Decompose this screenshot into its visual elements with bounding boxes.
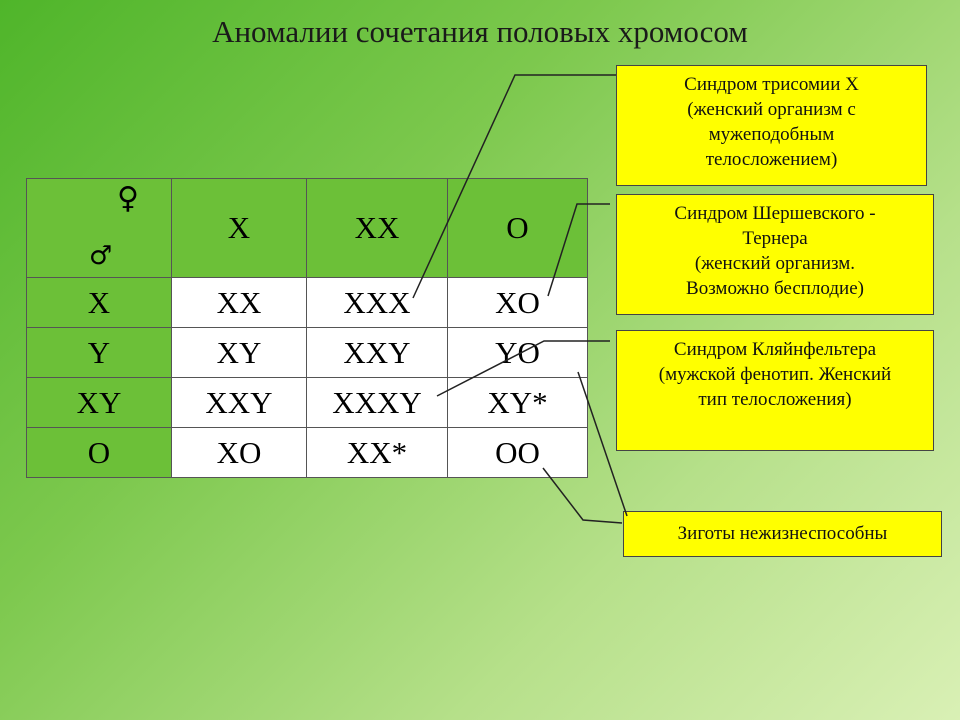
genotype-cell: XO — [448, 278, 588, 328]
genotype-cell: XXX — [307, 278, 448, 328]
genotype-cell: XO — [172, 428, 307, 478]
callout-nonviable — [623, 511, 942, 557]
table-header-row — [27, 179, 588, 278]
callout-line: мужеподобным — [708, 124, 835, 145]
callout-line: (женский организм. — [694, 253, 856, 274]
callout-line: Возможно бесплодие) — [686, 278, 864, 299]
callout-line: Синдром Шершевского - — [674, 203, 876, 224]
genotype-cell: XXY — [307, 328, 448, 378]
callout-line: тип телосложения) — [698, 389, 852, 410]
callout-trisomy-x — [616, 65, 927, 186]
genotype-cell: XXXY — [307, 378, 448, 428]
callout-line: Зиготы нежизнеспособны — [677, 523, 888, 544]
table-row — [27, 328, 588, 378]
table-row — [27, 428, 588, 478]
callout-line: телосложением) — [705, 149, 838, 170]
punnett-table — [26, 178, 588, 478]
male-gamete-header: O — [27, 428, 172, 478]
genotype-cell: XY — [172, 328, 307, 378]
male-symbol-icon: ♂ — [89, 241, 113, 271]
callout-line: Тернера — [742, 228, 808, 249]
female-symbol-icon: ♀ — [117, 181, 139, 216]
callout-line: Синдром трисомии Х — [684, 74, 859, 95]
female-gamete-header: X — [172, 179, 307, 278]
female-gamete-header: O — [448, 179, 588, 278]
callout-line: (женский организм с — [687, 99, 856, 120]
genotype-cell: XXY — [172, 378, 307, 428]
genotype-cell: XY* — [448, 378, 588, 428]
genotype-cell: YO — [448, 328, 588, 378]
male-gamete-header: XY — [27, 378, 172, 428]
genotype-cell: XX — [172, 278, 307, 328]
callout-line: (мужской фенотип. Женский — [658, 364, 892, 385]
male-gamete-header: X — [27, 278, 172, 328]
genotype-cell: OO — [448, 428, 588, 478]
table-row — [27, 378, 588, 428]
genotype-cell: XX* — [307, 428, 448, 478]
page-title: Аномалии сочетания половых хромосом — [212, 14, 748, 49]
table-row — [27, 278, 588, 328]
female-gamete-header: XX — [307, 179, 448, 278]
corner-cell — [27, 179, 172, 278]
callout-klinefelter — [616, 330, 934, 451]
callout-turner — [616, 194, 934, 315]
male-gamete-header: Y — [27, 328, 172, 378]
callout-line: Синдром Кляйнфельтера — [673, 339, 877, 360]
